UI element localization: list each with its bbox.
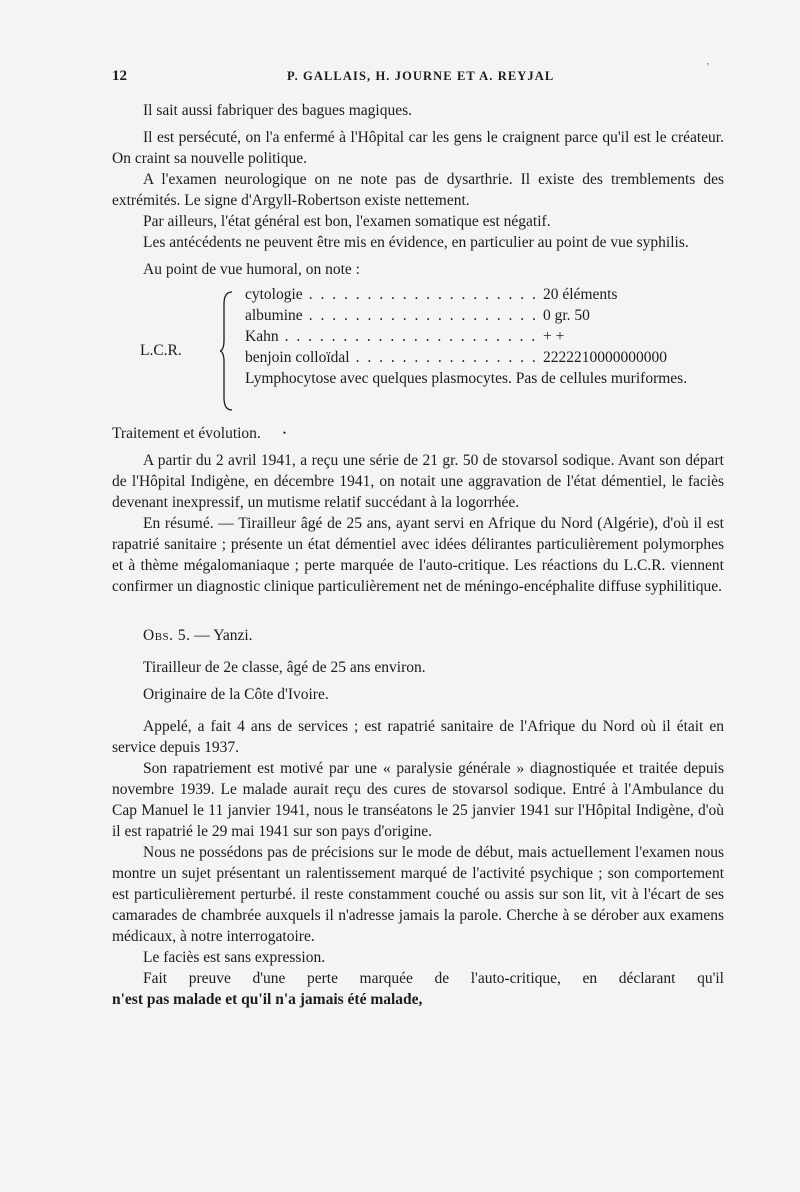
leader-dots — [309, 305, 537, 326]
lcr-row-value: 0 gr. 50 — [543, 307, 590, 324]
page-number: 12 — [112, 68, 127, 84]
leader-dots — [356, 347, 537, 368]
page-body — [112, 100, 724, 1010]
paragraph: Le faciès est sans expression. — [143, 949, 326, 966]
paragraph: Il sait aussi fabriquer des bagues magiques. — [143, 102, 413, 119]
paragraph: A l'examen neurologique on ne note pas de dysarthrie. Il existe des tremblements des extrémités. Le signe d'Argyll-Robertson existe nettement. — [112, 171, 724, 209]
leader-dots — [285, 326, 537, 347]
observation-label: Obs. 5. — [143, 627, 191, 644]
lcr-row-value: + + — [543, 328, 565, 345]
observation-heading — [112, 625, 724, 646]
lcr-row-name: Kahn — [245, 328, 279, 345]
paragraph: Par ailleurs, l'état général est bon, l'examen somatique est négatif. — [143, 213, 551, 230]
paragraph: Son rapatriement est motivé par une « paralysie générale » diagnostiquée et traitée depuis novembre 1939. Le malade aurait reçu des cures de stovarsol sodique. Entré à l'Ambulance du Cap Manuel le 11 janvier 1941, nous le transéatons le 25 janvier 1941 sur l'Hôpital Indigène, d'où il est rapatrié le 29 mai 1941 sur son pays d'origine. — [112, 760, 724, 840]
paragraph: Originaire de la Côte d'Ivoire. — [143, 686, 329, 703]
paragraph: En résumé. — Tirailleur âgé de 25 ans, ayant servi en Afrique du Nord (Algérie), d'où il est rapatrié sanitaire ; présente un état démentiel avec idées délirantes particulièrement polymorphes et à thème mégalomaniaque ; perte marquée de l'auto-critique. Les réactions du L.C.R. viennent confirmer un diagnostic clinique particulièrement net de méningo-encéphalite diffuse syphilitique. — [112, 515, 724, 595]
traitement-heading: Traitement et évolution. — [112, 425, 261, 442]
lcr-row-value: 20 éléments — [543, 286, 618, 303]
running-title: P. GALLAIS, H. JOURNE ET A. REYJAL — [287, 69, 555, 83]
lcr-row-name: benjoin colloïdal — [245, 349, 350, 366]
lcr-row — [245, 326, 693, 347]
paragraph: Nous ne possédons pas de précisions sur le mode de début, mais actuellement l'examen nous montre un sujet présentant un ralentissement marqué de l'activité psychique ; son comportement est particulièrement perturbé. il reste constamment couché ou assis sur son lit, vit à l'écart de ses camarades de chambrée auxquels il n'adresse jamais la parole. Cherche à se dérober aux examens médicaux, à notre interrogatoire. — [112, 844, 724, 945]
lcr-label: L.C.R. — [140, 342, 182, 359]
page-header — [112, 62, 712, 88]
stray-mark: • — [282, 428, 286, 438]
lcr-rows — [245, 284, 693, 389]
paragraph: Tirailleur de 2e classe, âgé de 25 ans environ. — [143, 659, 426, 676]
lcr-row — [245, 305, 693, 326]
lcr-results-block — [112, 284, 724, 412]
lcr-row — [245, 347, 693, 368]
lcr-row-value: 2222210000000000 — [543, 349, 667, 366]
paragraph: Au point de vue humoral, on note : — [143, 261, 360, 278]
paragraph: Il est persécuté, on l'a enfermé à l'Hôpital car les gens le craignent parce qu'il est le créateur. On craint sa nouvelle politique. — [112, 129, 724, 167]
paragraph: A partir du 2 avril 1941, a reçu une série de 21 gr. 50 de stovarsol sodique. Avant son départ de l'Hôpital Indigène, en décembre 1941, on notait une aggravation de l'état démentiel, le faciès devenant inexpressif, un mutisme relatif succédant à la logorrhée. — [112, 452, 724, 511]
lcr-note: Lymphocytose avec quelques plasmocytes. Pas de cellules muriformes. — [245, 370, 688, 387]
lcr-row-name: albumine — [245, 307, 303, 324]
paragraph: Appelé, a fait 4 ans de services ; est rapatrié sanitaire de l'Afrique du Nord où il était en service depuis 1937. — [112, 718, 724, 756]
brace-icon — [220, 290, 234, 412]
leader-dots — [309, 284, 537, 305]
paragraph: Fait preuve d'une perte marquée de l'auto-critique, en déclarant qu'il — [143, 970, 724, 987]
print-speck-icon: ʼ — [706, 62, 710, 73]
paragraph: n'est pas malade et qu'il n'a jamais été malade, — [112, 991, 423, 1008]
observation-title: — Yanzi. — [190, 627, 253, 644]
lcr-row — [245, 284, 693, 305]
section-heading — [112, 423, 724, 444]
paragraph: Les antécédents ne peuvent être mis en évidence, en particulier au point de vue syphilis. — [143, 234, 689, 251]
lcr-row-name: cytologie — [245, 286, 303, 303]
